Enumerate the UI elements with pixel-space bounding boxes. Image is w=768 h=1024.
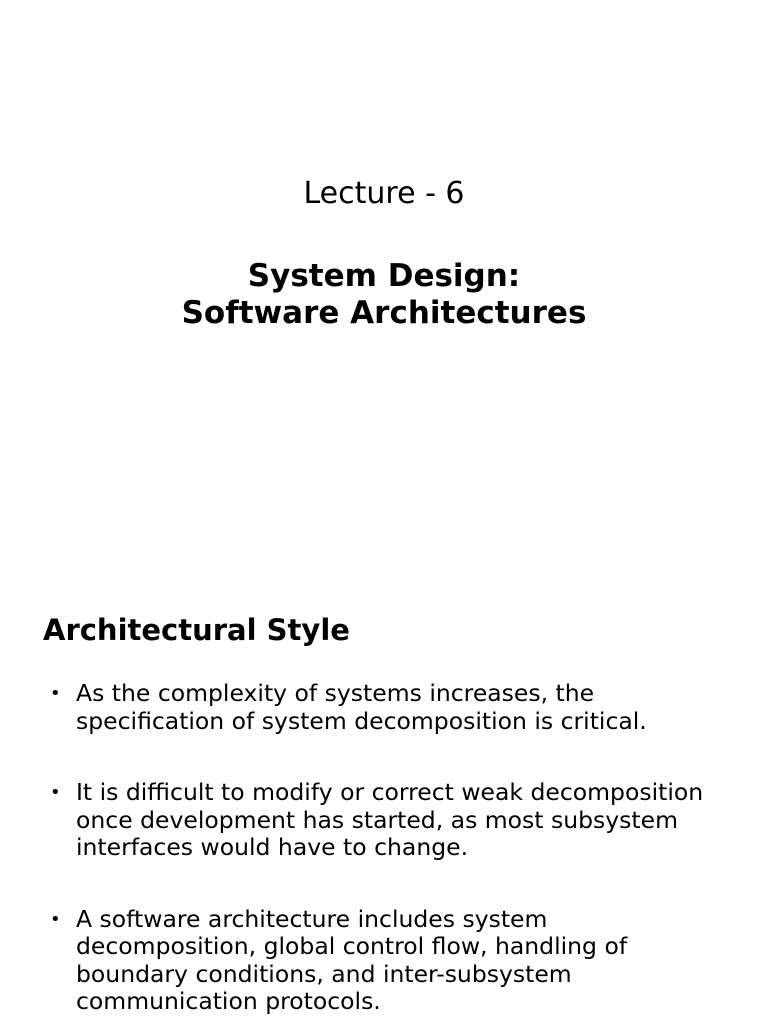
- list-item: [0, 680, 768, 735]
- list-item: [0, 779, 768, 862]
- section-heading: Architectural Style: [43, 613, 350, 647]
- list-item: [0, 906, 768, 1016]
- bullet-icon: •: [50, 683, 61, 704]
- bullet-icon: •: [50, 908, 61, 930]
- bullet-text: As the complexity of systems increases, the specification of system decomposition is critical.: [76, 679, 647, 735]
- lecture-label: Lecture - 6: [303, 176, 465, 211]
- bullet-icon: •: [50, 782, 61, 803]
- bullet-text: A software architecture includes system decomposition, global control flow, handling of boundary conditions, and inter-subsystem communication protocols.: [76, 904, 628, 1015]
- title-line-2: Software Architectures: [181, 295, 587, 331]
- title-line-1: System Design:: [247, 258, 521, 294]
- bullet-list: [0, 680, 768, 1024]
- bullet-text: It is difficult to modify or correct weak decomposition once development has started, as most subsystem interfaces would have to change.: [76, 778, 704, 861]
- architectural-style-slide: [0, 600, 768, 1024]
- page-title: [0, 258, 768, 332]
